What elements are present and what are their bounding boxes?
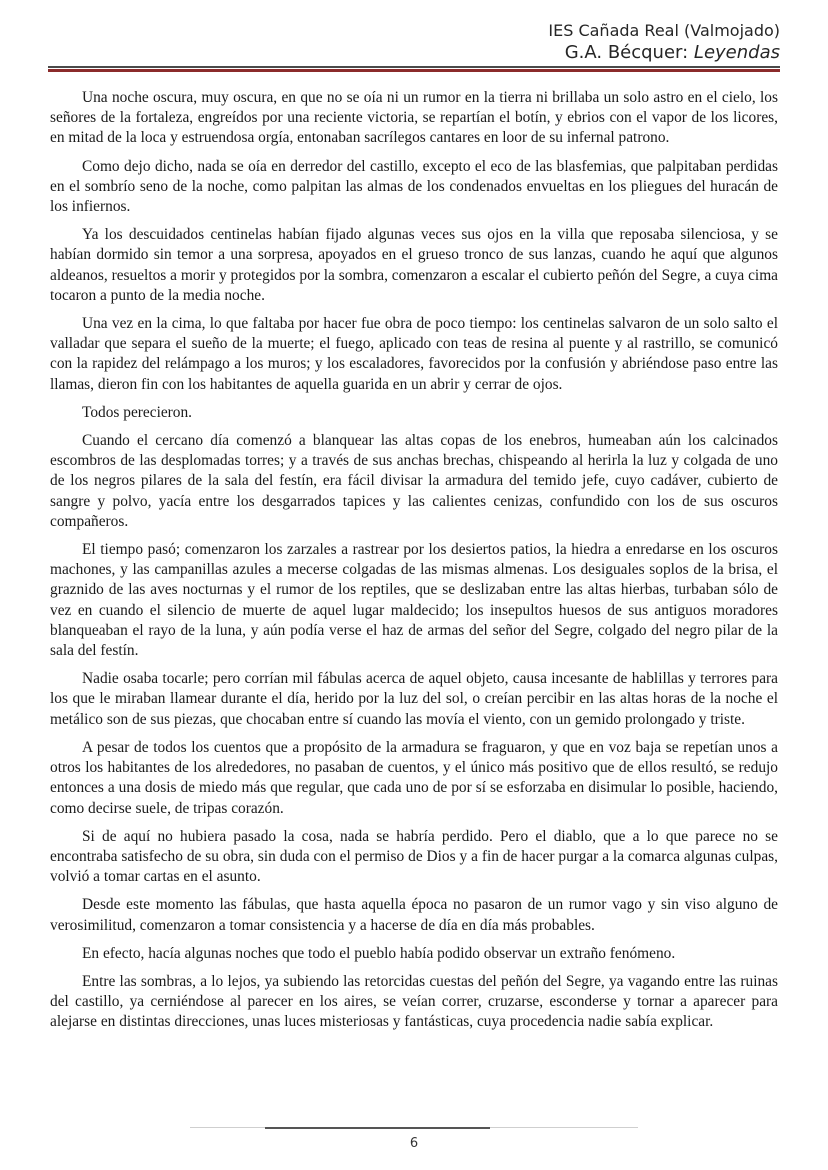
paragraph: Como dejo dicho, nada se oía en derredor del castillo, excepto el eco de las blasfemias, que palpitaban perdidas en el sombrío seno de la noche, como palpitan las almas de los condenados envueltas en los pliegues del huracán de los infiernos. — [50, 157, 778, 216]
header-school: IES Cañada Real (Valmojado) — [548, 21, 780, 40]
paragraph: Ya los descuidados centinelas habían fijado algunas veces sus ojos en la villa que reposaba silenciosa, y se habían dormido sin temor a una sorpresa, apoyados en el grueso tronco de sus lanzas, cuando he aquí que algunos aldeanos, resueltos a morir y protegidos por la sombra, comenzaron a escalar el cubierto peñón del Segre, a cuya cima tocaron a punto de la media noche. — [50, 226, 778, 304]
paragraph: Una vez en la cima, lo que faltaba por hacer fue obra de poco tiempo: los centinelas salvaron de un solo salto el valladar que separa el sueño de la muerte; el fuego, aplicado con teas de resina al puente y al rastrillo, se comunicó con la rapidez del relámpago a los muros; y los escaladores, favorecidos por la confusión y abriéndose paso entre las llamas, dieron fin con los habitantes de aquella guarida en un abrir y cerrar de ojos. — [50, 315, 778, 393]
header-work-title: Leyendas — [693, 42, 780, 63]
paragraph: El tiempo pasó; comenzaron los zarzales a rastrear por los desiertos patios, la hiedra a enredarse en los oscuros machones, y las campanillas azules a mecerse colgadas de las mismas almenas. Los desiguales soplos de la brisa, el graznido de las aves nocturnas y el rumor de los reptiles, que se deslizaban entre las altas hierbas, turbaban sólo de vez en cuando el silencio de muerte de aquel lugar maldecido; los insepultos huesos de sus antiguos moradores blanqueaban el rayo de la luna, y aún podía verse el haz de armas del señor del Segre, colgado del negro pilar de la sala del festín. — [50, 541, 778, 660]
header-book — [548, 42, 780, 64]
paragraph: Todos perecieron. — [82, 403, 193, 421]
page-body — [50, 88, 778, 1041]
paragraph: Entre las sombras, a lo lejos, ya subiendo las retorcidas cuestas del peñón del Segre, ya vagando entre las ruinas del castillo, ya cerniéndose al parecer en los aires, se veían correr, cruzarse, esconderse y tornar a aparecer para alejarse en distintas direcciones, unas luces misteriosas y fantásticas, cuya procedencia nadie sabía explicar. — [50, 972, 778, 1031]
footer-rule-accent — [265, 1127, 490, 1129]
header-rule-dark — [48, 66, 780, 68]
page-number: 6 — [409, 1136, 419, 1151]
header-rule-red — [48, 69, 780, 72]
paragraph: Nadie osaba tocarle; pero corrían mil fábulas acerca de aquel objeto, causa incesante de hablillas y terrores para los que le miraban llamear durante el día, herido por la luz del sol, o creían percibir en las altas horas de la noche el metálico son de sus piezas, que chocaban entre sí cuando las movía el viento, con un gemido prolongado y triste. — [50, 670, 778, 728]
page-header — [548, 20, 780, 64]
paragraph: En efecto, hacía algunas noches que todo el pueblo había podido observar un extraño fenómeno. — [82, 944, 676, 962]
paragraph: Una noche oscura, muy oscura, en que no se oía ni un rumor en la tierra ni brillaba un solo astro en el cielo, los señores de la fortaleza, engreídos por una reciente victoria, se repartían el botín, y ebrios con el vapor de los licores, en mitad de la loca y estruendosa orgía, entonaban sacrílegos cantares en loor de su infernal patrono. — [50, 89, 778, 147]
paragraph: Desde este momento las fábulas, que hasta aquella época no pasaron de un rumor vago y sin viso alguno de verosimilitud, comenzaron a tomar consistencia y a hacerse de día en día más probables. — [50, 896, 778, 934]
paragraph: Cuando el cercano día comenzó a blanquear las altas copas de los enebros, humeaban aún los calcinados escombros de las desplomadas torres; y a través de sus anchas brechas, chispeando al herirla la luz y colgada de uno de los negros pilares de la sala del festín, era fácil divisar la armadura del temido jefe, cuyo cadáver, cubierto de sangre y polvo, yacía entre los desgarrados tapices y las calientes cenizas, confundido con los de sus oscuros compañeros. — [50, 432, 778, 530]
paragraph: A pesar de todos los cuentos que a propósito de la armadura se fraguaron, y que en voz baja se repetían unos a otros los habitantes de los alrededores, no pasaban de cuentos, y el único más positivo que de ellos resultó, se redujo entonces a una dosis de miedo más que regular, que cada uno de por sí se esforzaba en disimular lo posible, haciendo, como decirse suele, de tripas corazón. — [50, 738, 778, 817]
header-author: G.A. Bécquer: — [564, 42, 694, 63]
paragraph: Si de aquí no hubiera pasado la cosa, nada se habría perdido. Pero el diablo, que a lo que parece no se encontraba satisfecho de su obra, sin duda con el permiso de Dios y a fin de hacer purgar a la comarca algunas culpas, volvió a tomar cartas en el asunto. — [50, 827, 778, 886]
